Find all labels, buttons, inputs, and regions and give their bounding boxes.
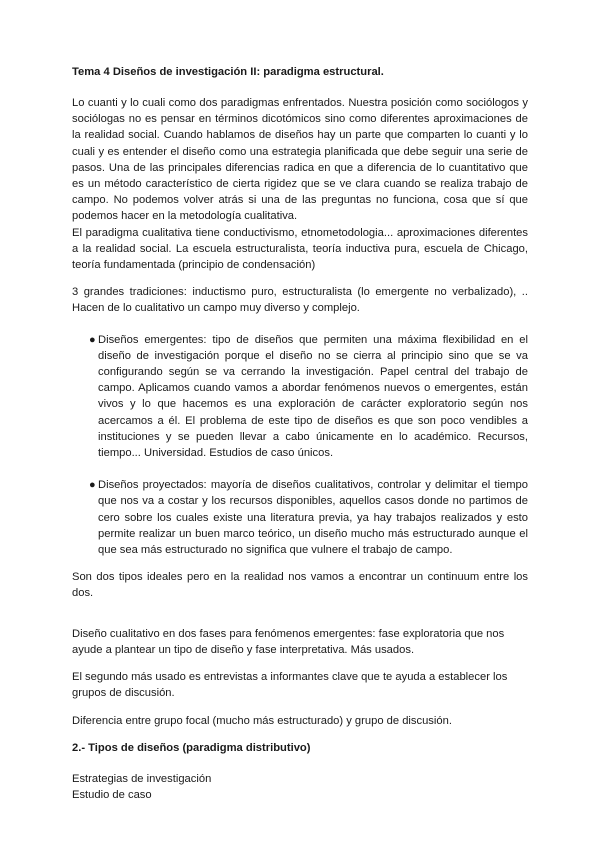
bullet-icon: ● <box>89 333 96 346</box>
line-estrategias: Estrategias de investigación <box>72 772 212 785</box>
paragraph-paradigmas: Lo cuanti y lo cuali como dos paradigmas enfrentados. Nuestra posición como sociólogos y sociólogas no es pensar en términos dicotómicos sino como diferentes aproximaciones de la realidad social. Cuando hablamos de diseños hay un parte que comparten lo cuanti y lo cuali y es entender el diseño como una estrategia planificada que debe seguir una serie de pasos. Una de las principales diferencias radica en que a diferencia de lo cuantitativo que es un método característico de cierta rigidez que se ve clara cuando se realiza trabajo de campo. No podemos volver atrás si una de las preguntas no funciona, cosa que sí que podemos hacer en la metodología cualitativa. <box>72 97 528 223</box>
paragraph-grupo-focal: Diferencia entre grupo focal (mucho más estructurado) y grupo de discusión. <box>72 714 452 727</box>
paragraph-entrevistas: El segundo más usado es entrevistas a informantes clave que te ayuda a establecer los grupos de discusión. <box>72 671 508 700</box>
document-title: Tema 4 Diseños de investigación II: paradigma estructural. <box>72 66 384 78</box>
designs-list <box>72 332 528 559</box>
bullet-emergentes: Diseños emergentes: tipo de diseños que permiten una máxima flexibilidad en el diseño de investigación porque el diseño no se cierra al principio sino que se va configurando según se va cerrando la investigación. Papel central del trabajo de campo. Aplicamos cuando vamos a abordar fenómenos nuevos o emergentes, están vivos y lo que hacemos es una exploración de carácter exploratorio según nos acercamos a él. El problema de este tipo de diseños es que son poco vendibles a instituciones y se pueden llevar a cabo únicamente en lo académico. Recursos, tiempo... Universidad. Estudios de caso únicos. <box>98 333 528 460</box>
document-page <box>72 64 528 803</box>
bullet-icon: ● <box>89 479 96 492</box>
section-heading: 2.- Tipos de diseños (paradigma distributivo) <box>72 741 311 754</box>
paragraph-dos-fases: Diseño cualitativo en dos fases para fenómenos emergentes: fase exploratoria que nos ayude a plantear un tipo de diseño y fase interpretativa. Más usados. <box>72 627 505 656</box>
paragraph-tradiciones: 3 grandes tradiciones: inductismo puro, estructuralista (lo emergente no verbalizado), .. Hacen de lo cualitativo un campo muy diverso y complejo. <box>72 286 528 315</box>
list-item <box>72 477 528 558</box>
list-item <box>72 332 528 462</box>
paragraph-tipos-ideales: Son dos tipos ideales pero en la realidad nos vamos a encontrar un continuum entre los dos. <box>72 571 528 600</box>
bullet-proyectados: Diseños proyectados: mayoría de diseños cualitativos, controlar y delimitar el tiempo que nos va a costar y los recursos disponibles, aquellos casos donde no partimos de cero sobre los cuales existe una literatura previa, ya hay trabajos realizados y esto permite realizar un buen marco teórico, un diseño mucho más estructurado aunque el que sea más estructurado no significa que vulnere el trabajo de campo. <box>98 479 528 557</box>
line-estudio-caso: Estudio de caso <box>72 788 152 801</box>
paragraph-paradigma-cualitativo: El paradigma cualitativa tiene conductivismo, etnometodologia... aproximaciones diferentes a la realidad social. La escuela estructuralista, teoría inductiva pura, escuela de Chicago, teoría fundamentada (principio de condensación) <box>72 226 528 272</box>
